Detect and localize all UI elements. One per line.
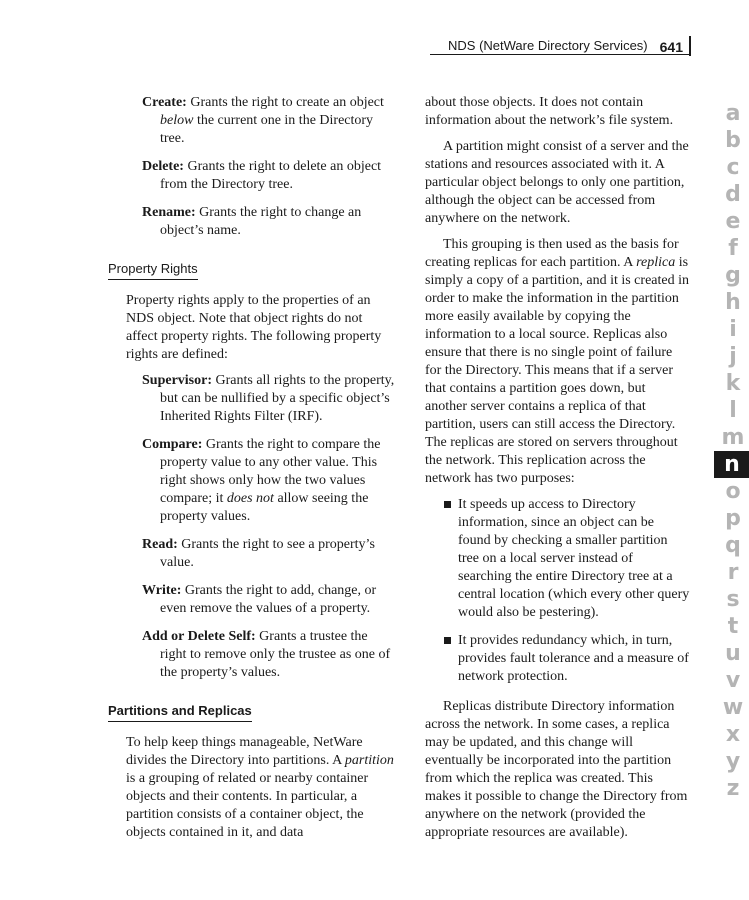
thumb-index-letter-z: z (726, 776, 740, 801)
thumb-index-letter-t: t (727, 614, 739, 639)
right-column (425, 94, 690, 850)
definition-term: Compare: (142, 437, 203, 452)
thumb-index-letter-n: n (714, 451, 749, 478)
paragraph-replicas: This grouping is then used as the basis for creating replicas for each partition. A replica is simply a copy of a partition, and it is created in order to make the information in the partition more easily available by copying the information to a local source. Replicas also ensure that there is no single point of failure for the Directory. This means that if a server that contains a partition goes down, but another server contains a replica of that partition, users can still access the Directory. The replicas are stored on servers throughout the network. This replication across the network has two purposes: (425, 237, 689, 486)
list-item: It speeds up access to Directory information, since an object can be found by checking a smaller partition tree on a local server instead of searching the entire Directory tree at a central location (which every other query would also be pestering). (425, 496, 690, 622)
left-column (108, 94, 396, 850)
paragraph-replica-distribution: Replicas distribute Directory information across the network. In some cases, a replica may be updated, and this change will eventually be incorporated into the partition from which the replica was created. This makes it possible to change the Directory from anywhere on the network (provided the appropriate resources are available). (425, 699, 688, 840)
definition-add-delete-self: Add or Delete Self: Grants a trustee the right to remove only the trustee as one of the property’s values. (142, 629, 391, 680)
thumb-index-letter-u: u (725, 641, 741, 666)
thumb-index-letter-c: c (726, 155, 740, 180)
header-rule (430, 54, 691, 55)
definition-term: Create: (142, 95, 187, 110)
thumb-index-letter-a: a (725, 101, 741, 126)
thumb-index-letter-s: s (726, 587, 740, 612)
thumb-index-letter-i: i (729, 317, 737, 342)
thumb-index-letter-m: m (721, 425, 745, 450)
section-heading-property-rights: Property Rights (108, 260, 198, 280)
bullet-square-icon (444, 501, 451, 508)
paragraph-continued: about those objects. It does not contain information about the network’s file system. (425, 95, 674, 128)
thumb-index-letter-y: y (725, 749, 741, 774)
definition-create: Create: Grants the right to create an object below the current one in the Directory tree. (142, 95, 384, 146)
definition-write: Write: Grants the right to add, change, or even remove the values of a property. (142, 583, 377, 616)
alphabet-thumb-index (716, 100, 749, 802)
definition-compare: Compare: Grants the right to compare the property value to any other value. This right shows only how the two values compare; it does not allow seeing the property values. (142, 437, 381, 524)
purposes-list (425, 496, 690, 686)
thumb-index-letter-r: r (727, 560, 739, 585)
thumb-index-letter-h: h (725, 290, 741, 315)
definition-term: Read: (142, 537, 178, 552)
section-heading-partitions-replicas: Partitions and Replicas (108, 702, 252, 722)
thumb-index-letter-j: j (729, 344, 737, 369)
definition-term: Delete: (142, 159, 184, 174)
definition-read: Read: Grants the right to see a property’s value. (142, 537, 375, 570)
definition-supervisor: Supervisor: Grants all rights to the property, but can be nullified by a specific object’s Inherited Rights Filter (IRF). (142, 373, 395, 424)
definition-term: Supervisor: (142, 373, 212, 388)
definition-term: Write: (142, 583, 182, 598)
definition-term: Add or Delete Self: (142, 629, 256, 644)
definition-delete: Delete: Grants the right to delete an object from the Directory tree. (142, 159, 382, 192)
thumb-index-letter-g: g (725, 263, 741, 288)
list-item: It provides redundancy which, in turn, provides fault tolerance and a measure of network protection. (425, 632, 690, 686)
thumb-index-letter-e: e (725, 209, 741, 234)
running-header-title: NDS (NetWare Directory Services) (448, 38, 648, 53)
thumb-index-letter-x: x (725, 722, 741, 747)
running-header (448, 36, 691, 56)
thumb-index-letter-w: w (722, 695, 744, 720)
paragraph-partition-example: A partition might consist of a server and the stations and resources associated with it. A particular object belongs to only one partition, although the object can be accessed from anywhere on the network. (425, 139, 689, 226)
thumb-index-letter-q: q (725, 533, 741, 558)
thumb-index-letter-l: l (729, 398, 737, 423)
property-rights-intro: Property rights apply to the properties of an NDS object. Note that object rights do not affect property rights. The following property rights are defined: (126, 293, 382, 362)
thumb-index-letter-f: f (728, 236, 738, 261)
thumb-index-letter-k: k (725, 371, 741, 396)
thumb-index-letter-v: v (725, 668, 741, 693)
definition-rename: Rename: Grants the right to change an object’s name. (142, 205, 362, 238)
thumb-index-letter-d: d (725, 182, 741, 207)
definition-term: Rename: (142, 205, 196, 220)
partitions-paragraph: To help keep things manageable, NetWare divides the Directory into partitions. A partition is a grouping of related or nearby container objects and their contents. In particular, a partition consists of a container object, the objects contained in it, and data (126, 735, 394, 840)
page-number: 641 (660, 36, 691, 56)
thumb-index-letter-o: o (725, 479, 741, 504)
thumb-index-letter-b: b (725, 128, 741, 153)
thumb-index-letter-p: p (725, 506, 741, 531)
bullet-square-icon (444, 637, 451, 644)
